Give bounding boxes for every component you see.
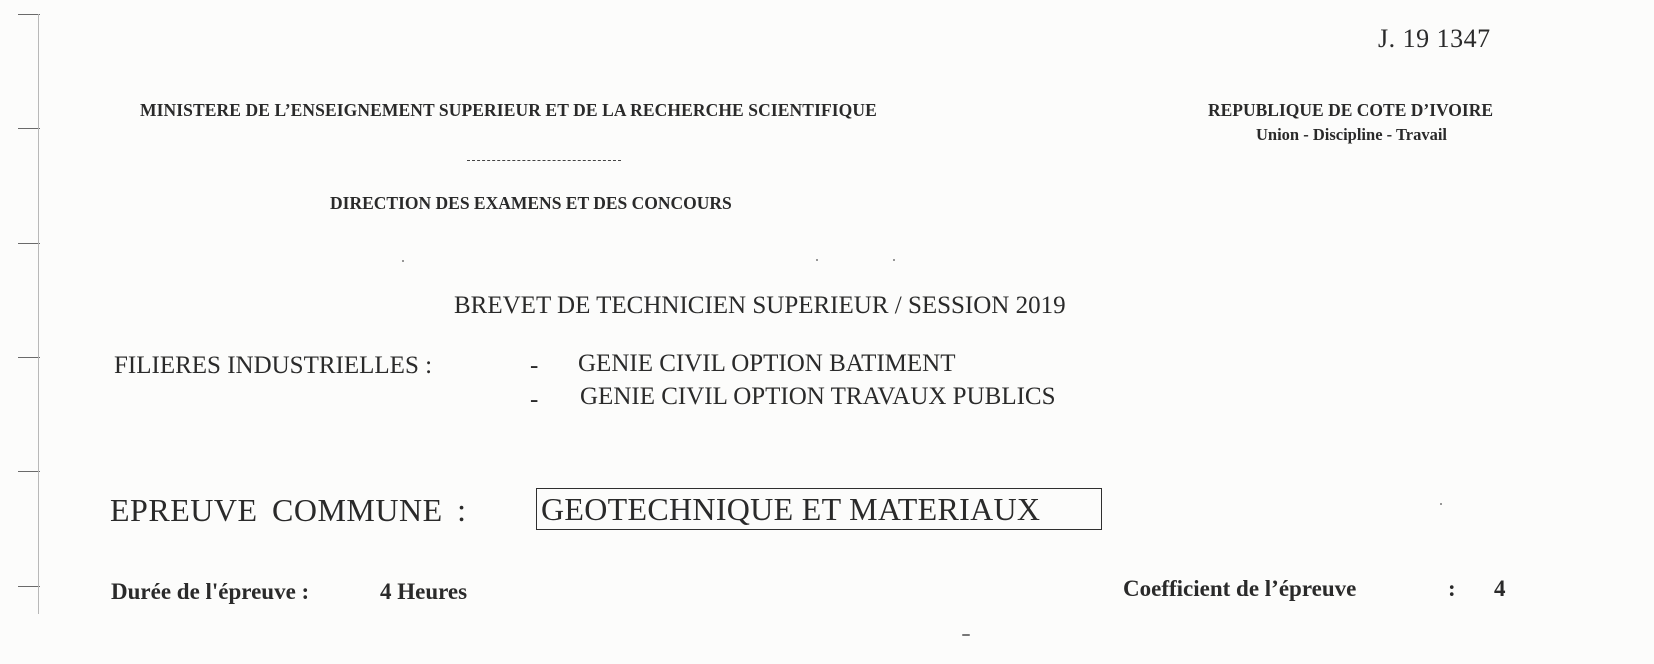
- filiere-bullet: -: [530, 386, 539, 413]
- duration-label: Durée de l'épreuve :: [111, 579, 310, 604]
- scan-speck: [962, 634, 970, 636]
- header-divider: [467, 160, 621, 161]
- subject-title: GEOTECHNIQUE ET MATERIAUX: [541, 491, 1041, 527]
- coefficient-label: Coefficient de l’épreuve: [1123, 576, 1357, 601]
- ministry-heading: MINISTERE DE L’ENSEIGNEMENT SUPERIEUR ET DE LA RECHERCHE SCIENTIFIQUE: [140, 100, 877, 120]
- binding-mark: [18, 357, 40, 358]
- scan-speck: [402, 260, 404, 262]
- filiere-item: GENIE CIVIL OPTION BATIMENT: [578, 350, 956, 377]
- filieres-label: FILIERES INDUSTRIELLES :: [114, 352, 433, 379]
- scan-speck: [1440, 503, 1442, 505]
- binding-mark: [18, 243, 40, 244]
- duration-value: 4 Heures: [380, 579, 468, 604]
- binding-mark: [18, 586, 40, 587]
- filiere-item: GENIE CIVIL OPTION TRAVAUX PUBLICS: [580, 383, 1056, 410]
- coefficient-separator: :: [1448, 576, 1456, 601]
- republic-heading: REPUBLIQUE DE COTE D’IVOIRE: [1208, 100, 1494, 120]
- direction-heading: DIRECTION DES EXAMENS ET DES CONCOURS: [330, 193, 732, 213]
- scan-speck: [893, 259, 895, 261]
- coefficient-value: 4: [1494, 576, 1506, 601]
- exam-title: BREVET DE TECHNICIEN SUPERIEUR / SESSION 2019: [454, 292, 1066, 319]
- binding-mark: [18, 471, 40, 472]
- republic-motto: Union - Discipline - Travail: [1256, 125, 1447, 144]
- filiere-bullet: -: [530, 352, 539, 379]
- document-reference: J. 19 1347: [1378, 24, 1491, 53]
- scan-speck: [816, 259, 818, 261]
- epreuve-label: EPREUVE COMMUNE :: [110, 492, 467, 528]
- binding-rail: [38, 14, 39, 614]
- binding-mark: [18, 128, 40, 129]
- binding-mark: [18, 14, 40, 15]
